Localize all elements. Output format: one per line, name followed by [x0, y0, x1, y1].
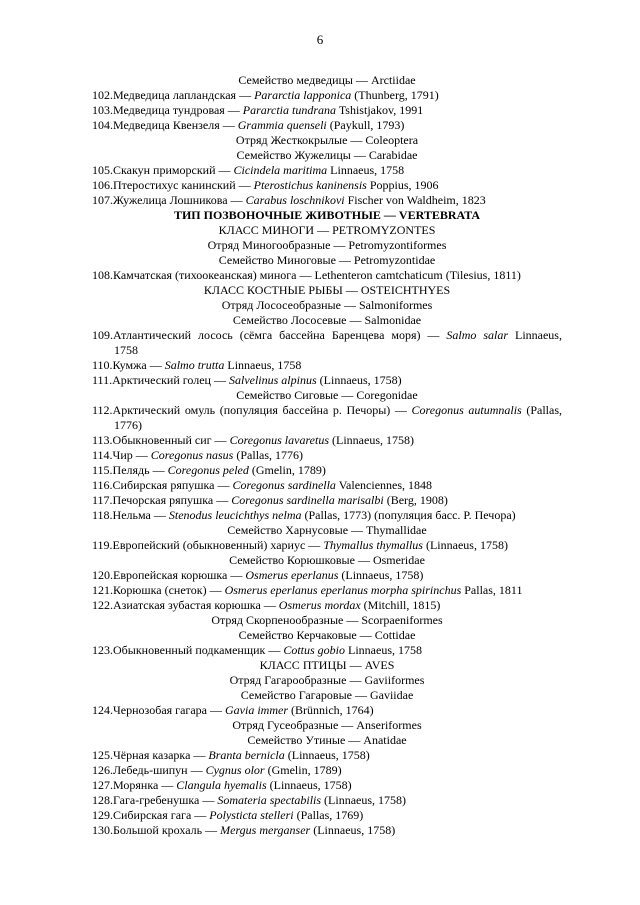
section-heading: [92, 133, 562, 148]
species-entry: [92, 448, 562, 463]
section-heading: [92, 223, 562, 238]
species-entry-continuation: [92, 418, 562, 433]
line-text: (Gmelin, 1789): [264, 763, 342, 777]
latin-name: Cygnus olor: [205, 763, 265, 777]
line-text: (Berg, 1908): [383, 493, 448, 507]
species-entry: [92, 808, 562, 823]
species-entry: [92, 538, 562, 553]
line-text: Семейство Миноговые — Petromyzontidae: [218, 253, 436, 267]
line-text: Poppius, 1906: [366, 178, 439, 192]
species-entry: [92, 433, 562, 448]
line-text: Linnaeus, 1758: [345, 643, 423, 657]
line-text: Семейство Корюшковые — Osmeridae: [229, 553, 425, 567]
line-text: (Linnaeus, 1758): [310, 823, 396, 837]
species-entry: [92, 328, 562, 343]
latin-name: Thymallus thymallus: [323, 538, 423, 552]
latin-name: Osmerus mordax: [278, 598, 361, 612]
line-text: 107.Жужелица Лошникова —: [92, 193, 246, 207]
species-entry: [92, 103, 562, 118]
latin-name: Osmerus eperlanus: [245, 568, 339, 582]
line-text: 128.Гага-гребенушка —: [92, 793, 218, 807]
line-text: (Linnaeus, 1758): [321, 793, 407, 807]
line-text: 130.Большой крохаль —: [92, 823, 221, 837]
line-text: 114.Чир —: [92, 448, 151, 462]
section-heading: [92, 253, 562, 268]
species-entry-continuation: [92, 343, 562, 358]
species-entry: [92, 793, 562, 808]
species-entry: [92, 178, 562, 193]
section-heading: [92, 283, 562, 298]
line-text: (Pallas, 1769): [293, 808, 364, 822]
line-text: Отряд Лососеобразные — Salmoniformes: [221, 298, 433, 312]
section-heading: [92, 658, 562, 673]
latin-name: Pararctia lapponica: [254, 88, 352, 102]
line-text: Pallas, 1811: [461, 583, 523, 597]
latin-name: Pararctia tundrana: [242, 103, 337, 117]
section-heading: [92, 673, 562, 688]
line-text: 112.Арктический омуль (популяция бассейна р. Печоры) —: [92, 403, 412, 417]
species-entry: [92, 508, 562, 523]
species-entry: [92, 193, 562, 208]
line-text: 110.Кумжа —: [92, 358, 165, 372]
line-text: 122.Азиатская зубастая корюшка —: [92, 598, 279, 612]
line-text: Семейство медведицы — Arctiidae: [238, 73, 416, 87]
line-text: (Pallas, 1776): [233, 448, 304, 462]
latin-name: Osmerus eperlanus eperlanus morpha spirinchus: [224, 583, 462, 597]
line-text: (Gmelin, 1789): [248, 463, 326, 477]
line-text: Linnaeus, 1758: [224, 358, 302, 372]
latin-name: Salmo salar: [446, 328, 509, 342]
line-text: 113.Обыкновенный сиг —: [92, 433, 230, 447]
line-text: Fischer von Waldheim, 1823: [344, 193, 486, 207]
line-text: (Linnaeus, 1758): [338, 568, 424, 582]
line-text: Linnaeus, 1758: [327, 163, 405, 177]
line-text: 1758: [114, 343, 138, 357]
latin-name: Pterostichus kaninensis: [253, 178, 367, 192]
line-text: 115.Пелядь —: [92, 463, 168, 477]
line-text: (Paykull, 1793): [326, 118, 405, 132]
latin-name: Polysticta stelleri: [209, 808, 294, 822]
species-entry: [92, 373, 562, 388]
line-text: 102.Медведица лапландская —: [92, 88, 255, 102]
line-text: Отряд Жесткокрылые — Coleoptera: [235, 133, 419, 147]
line-text: Семейство Жужелицы — Carabidae: [236, 148, 418, 162]
section-heading: [92, 733, 562, 748]
section-heading: [92, 523, 562, 538]
species-entry: [92, 568, 562, 583]
species-entry: [92, 493, 562, 508]
species-entry: [92, 268, 562, 283]
species-entry: [92, 823, 562, 838]
line-text: 121.Корюшка (снеток) —: [92, 583, 225, 597]
latin-name: Clangula hyemalis: [176, 778, 267, 792]
species-entry: [92, 463, 562, 478]
line-text: 105.Скакун приморский —: [92, 163, 234, 177]
latin-name: Coregonus sardinella marisalbi: [231, 493, 384, 507]
line-text: 126.Лебедь-шипун —: [92, 763, 206, 777]
species-entry: [92, 598, 562, 613]
line-text: 108.Камчатская (тихоокеанская) минога — Lethenteron camtchaticum (Tilesius, 1811): [92, 268, 521, 282]
line-text: КЛАСС КОСТНЫЕ РЫБЫ — OSTEICHTHYES: [203, 283, 451, 297]
section-heading: [92, 613, 562, 628]
latin-name: Cottus gobio: [283, 643, 346, 657]
latin-name: Salvelinus alpinus: [228, 373, 317, 387]
line-text: 103.Медведица тундровая —: [92, 103, 243, 117]
line-text: (Linnaeus, 1758): [422, 538, 508, 552]
species-entry: [92, 643, 562, 658]
line-text: 125.Чёрная казарка —: [92, 748, 209, 762]
latin-name: Branta bernicla: [208, 748, 285, 762]
line-text: 104.Медведица Квензеля —: [92, 118, 238, 132]
latin-name: Salmo trutta: [164, 358, 225, 372]
line-text: Семейство Сиговые — Coregonidae: [236, 388, 418, 402]
latin-name: Stenodus leucichthys nelma: [168, 508, 302, 522]
section-heading: [92, 208, 562, 223]
species-entry: [92, 583, 562, 598]
line-text: 111.Арктический голец —: [92, 373, 229, 387]
latin-name: Coregonus autumnalis: [411, 403, 522, 417]
section-heading: [92, 238, 562, 253]
line-text: Valenciennes, 1848: [335, 478, 433, 492]
species-entry: [92, 703, 562, 718]
latin-name: Somateria spectabilis: [217, 793, 322, 807]
line-text: 109.Атлантический лосось (сёмга бассейна Баренцева моря) —: [92, 328, 447, 342]
species-entry: [92, 358, 562, 373]
latin-name: Mergus merganser: [220, 823, 311, 837]
latin-name: Cicindela maritima: [233, 163, 328, 177]
section-heading: [92, 313, 562, 328]
line-text: Семейство Лососевые — Salmonidae: [232, 313, 422, 327]
line-text: 119.Европейский (обыкновенный) хариус —: [92, 538, 324, 552]
latin-name: Coregonus peled: [167, 463, 249, 477]
line-text: Tshistjakov, 1991: [336, 103, 424, 117]
line-text: (Thunberg, 1791): [351, 88, 439, 102]
latin-name: Coregonus sardinella: [232, 478, 336, 492]
line-text: Отряд Гусеобразные — Anseriformes: [232, 718, 422, 732]
species-entry: [92, 163, 562, 178]
section-heading: [92, 148, 562, 163]
line-text: (Pallas, 1773) (популяция басс. Р. Печора): [301, 508, 516, 522]
line-text: Семейство Харнусовые — Thymallidae: [227, 523, 427, 537]
line-text: ТИП ПОЗВОНОЧНЫЕ ЖИВОТНЫЕ — VERTEBRATA: [173, 208, 481, 222]
section-heading: [92, 628, 562, 643]
line-text: (Brünnich, 1764): [288, 703, 374, 717]
line-text: (Linnaeus, 1758): [284, 748, 370, 762]
line-text: 127.Морянка —: [92, 778, 177, 792]
section-heading: [92, 73, 562, 88]
section-heading: [92, 298, 562, 313]
line-text: КЛАСС ПТИЦЫ — AVES: [259, 658, 395, 672]
species-entry: [92, 778, 562, 793]
latin-name: Carabus loschnikovi: [245, 193, 345, 207]
line-text: 1776): [114, 418, 142, 432]
line-text: (Linnaeus, 1758): [316, 373, 402, 387]
line-text: (Mitchill, 1815): [360, 598, 441, 612]
line-text: 123.Обыкновенный подкаменщик —: [92, 643, 284, 657]
section-heading: [92, 388, 562, 403]
section-heading: [92, 718, 562, 733]
species-list: [92, 73, 562, 838]
line-text: 124.Чернозобая гагара —: [92, 703, 225, 717]
species-entry: [92, 763, 562, 778]
latin-name: Coregonus nasus: [150, 448, 234, 462]
page-number: 6: [316, 32, 324, 47]
line-text: 117.Печорская ряпушка —: [92, 493, 232, 507]
line-text: КЛАСС МИНОГИ — PETROMYZONTES: [218, 223, 436, 237]
line-text: (Pallas,: [521, 403, 562, 417]
latin-name: Gavia immer: [225, 703, 288, 717]
line-text: Linnaeus,: [508, 328, 562, 342]
line-text: Отряд Скорпенообразные — Scorpaeniformes: [211, 613, 443, 627]
line-text: Семейство Гагаровые — Gaviidae: [240, 688, 414, 702]
species-entry: [92, 478, 562, 493]
species-entry: [92, 748, 562, 763]
latin-name: Grammia quenseli: [237, 118, 327, 132]
latin-name: Coregonus lavaretus: [229, 433, 330, 447]
line-text: Отряд Миногообразные — Petromyzontiformes: [207, 238, 447, 252]
line-text: 129.Сибирская гага —: [92, 808, 210, 822]
line-text: 116.Сибирская ряпушка —: [92, 478, 233, 492]
line-text: Отряд Гагарообразные — Gaviiformes: [229, 673, 425, 687]
species-entry: [92, 118, 562, 133]
line-text: (Linnaeus, 1758): [329, 433, 414, 447]
line-text: 106.Птеростихус канинский —: [92, 178, 254, 192]
line-text: 120.Европейская корюшка —: [92, 568, 246, 582]
line-text: Семейство Утиные — Anatidae: [247, 733, 407, 747]
species-entry: [92, 403, 562, 418]
line-text: 118.Нельма —: [92, 508, 169, 522]
line-text: (Linnaeus, 1758): [266, 778, 352, 792]
section-heading: [92, 688, 562, 703]
line-text: Семейство Керчаковые — Cottidae: [238, 628, 416, 642]
section-heading: [92, 553, 562, 568]
species-entry: [92, 88, 562, 103]
